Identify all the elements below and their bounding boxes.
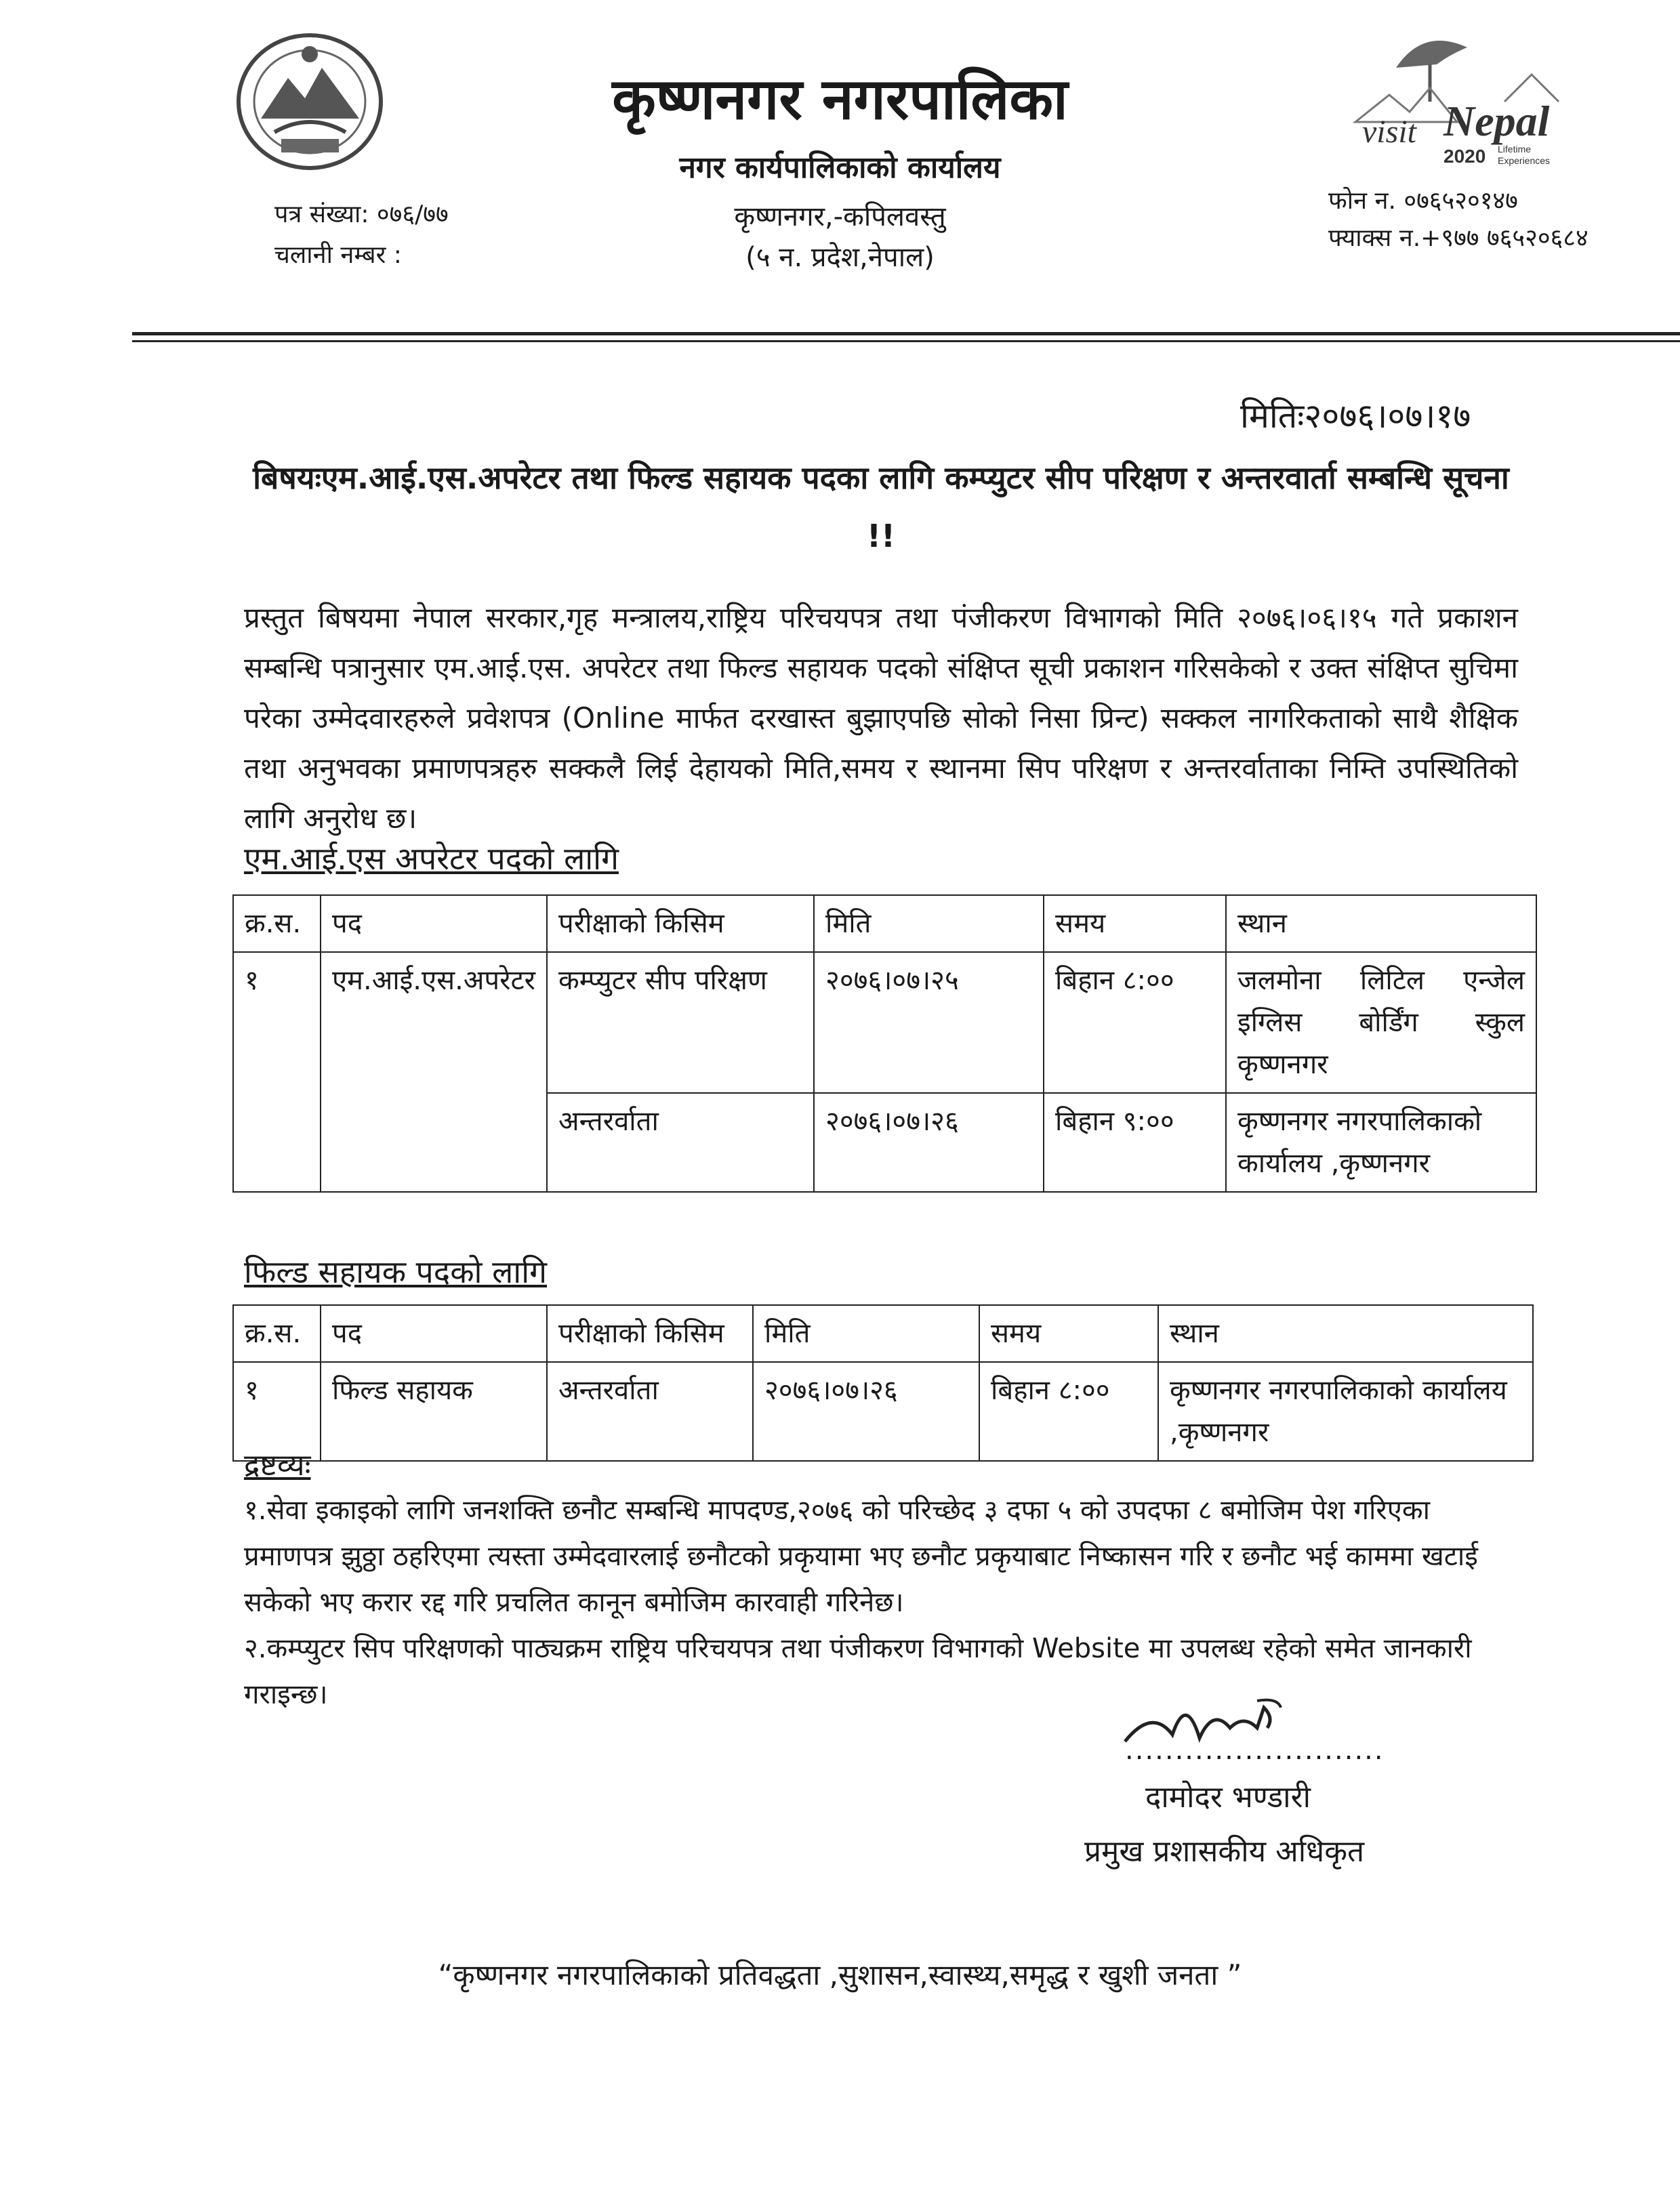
col-exam-type: परीक्षाको किसिम <box>547 895 814 952</box>
cell-date: २०७६।०७।२६ <box>814 1093 1044 1192</box>
letter-number: पत्र संख्या: ०७६/७७ <box>274 201 449 228</box>
cell-exam-type: अन्तरर्वाता <box>547 1362 753 1461</box>
main-title: कृष्णनगर नगरपालिका <box>612 66 1068 132</box>
table-header-row <box>233 895 1536 952</box>
svg-text:Experiences: Experiences <box>1498 155 1551 166</box>
section2-heading: फिल्ड सहायक पदको लागि <box>244 1254 548 1290</box>
visit-nepal-logo-text: visit <box>1362 114 1416 150</box>
subject-line: बिषयःएम.आई.एस.अपरेटर तथा फिल्ड सहायक पदका लागि कम्प्युटर सीप परिक्षण र अन्तरवार्ता सम्बन्धि सूचना !! <box>253 459 1509 554</box>
cell-serial: १ <box>233 952 321 1192</box>
fax-number: फ्याक्स न.+९७७ ७६५२०६८४ <box>1328 224 1589 252</box>
svg-text:2020: 2020 <box>1443 146 1486 167</box>
section1-heading: एम.आई.एस अपरेटर पदको लागि <box>244 840 619 877</box>
signer-name: दामोदर भण्डारी <box>1145 1780 1311 1815</box>
col-venue: स्थान <box>1226 895 1536 952</box>
cell-exam-type: अन्तरर्वाता <box>547 1093 814 1192</box>
note-item: २.कम्प्युटर सिप परिक्षणको पाठ्यक्रम राष्ट्रिय परिचयपत्र तथा पंजीकरण विभागको Website मा उपलब्ध रहेको समेत जानकारी गराइन्छ। <box>244 1633 1472 1710</box>
signer-title: प्रमुख प्रशासकीय अधिकृत <box>1084 1834 1365 1869</box>
header-rule-secondary <box>132 340 1680 342</box>
col-date: मिति <box>814 895 1044 952</box>
cell-exam-type: कम्प्युटर सीप परिक्षण <box>547 952 814 1093</box>
cell-time: बिहान ८:०० <box>1044 952 1226 1093</box>
schedule-table-mis-operator <box>232 894 1537 1193</box>
note-item: १.सेवा इकाइको लागि जनशक्ति छनौट सम्बन्धि मापदण्ड,२०७६ को परिच्छेद ३ दफा ५ को उपदफा ८ बमोजिम पेश गरिएका प्रमाणपत्र झुठ्ठा ठहरिएमा त्यस्ता उम्मेदवारलाई छनौटको प्रकृयामा भए छनौट प्रकृयाबाट निष्कासन गरि र छनौट भई काममा खटाई सकेको भए करार रद्द गरि प्रचलित कानून बमोजिम कारवाही गरिनेछ। <box>244 1495 1478 1618</box>
sub-title: नगर कार्यपालिकाको कार्यालय <box>679 150 1001 185</box>
schedule-table-field-assistant <box>232 1304 1534 1462</box>
table-row <box>233 952 1536 1093</box>
svg-text:Nepal: Nepal <box>1443 97 1550 145</box>
col-time: समय <box>979 1305 1158 1362</box>
svg-text:Lifetime: Lifetime <box>1498 144 1532 154</box>
col-exam-type: परीक्षाको किसिम <box>547 1305 753 1362</box>
table-row <box>233 1362 1533 1461</box>
cell-date: २०७६।०७।२५ <box>814 952 1044 1093</box>
header-rule <box>132 332 1680 335</box>
cell-venue: कृष्णनगर नगरपालिकाको कार्यालय ,कृष्णनगर <box>1158 1362 1533 1461</box>
cell-serial: १ <box>233 1362 321 1461</box>
province-line: (५ न. प्रदेश,नेपाल) <box>745 242 935 273</box>
col-time: समय <box>1044 895 1226 952</box>
dispatch-number: चलानी नम्बर : <box>274 241 402 269</box>
address-line: कृष्णनगर,-कपिलवस्तु <box>734 201 946 232</box>
cell-venue: कृष्णनगर नगरपालिकाको कार्यालय ,कृष्णनगर <box>1226 1093 1536 1192</box>
col-post: पद <box>321 1305 547 1362</box>
cell-post: फिल्ड सहायक <box>321 1362 547 1461</box>
cell-date: २०७६।०७।२६ <box>753 1362 979 1461</box>
signature-line: .......................... <box>1125 1735 1385 1766</box>
col-venue: स्थान <box>1158 1305 1533 1362</box>
table-header-row <box>233 1305 1533 1362</box>
letter-date: मितिः२०७६।०७।१७ <box>1240 396 1471 436</box>
cell-venue: जलमोना लिटिल एन्जेल इग्लिस बोर्डिंग स्कुल कृष्णनगर <box>1226 952 1536 1093</box>
phone-number: फोन न. ०७६५२०१४७ <box>1328 187 1518 215</box>
footer-motto: “कृष्णनगर नगरपालिकाको प्रतिवद्धता ,सुशासन,स्वास्थ्य,समृद्ध र खुशी जनता ” <box>438 1958 1242 1991</box>
col-post: पद <box>321 895 547 952</box>
body-paragraph: प्रस्तुत बिषयमा नेपाल सरकार,गृह मन्त्रालय,राष्ट्रिय परिचयपत्र तथा पंजीकरण विभागको मिति २०७६।०६।१५ गते प्रकाशन सम्बन्धि पत्रानुसार एम.आई.एस. अपरेटर तथा फिल्ड सहायक पदको संक्षिप्त सूची प्रकाशन गरिसकेको र उक्त संक्षिप्त सुचिमा परेका उम्मेदवारहरुले प्रवेशपत्र (Online मार्फत दरखास्त बुझाएपछि सोको निसा प्रिन्ट) सक्कल नागरिकताको साथै शैक्षिक तथा अनुभवका प्रमाणपत्रहरु सक्कलै लिई देहायको मिति,समय र स्थानमा सिप परिक्षण र अन्तरर्वाताका निम्ति उपस्थितिको लागि अनुरोध छ। <box>244 601 1518 835</box>
col-serial: क्र.स. <box>233 895 321 952</box>
col-serial: क्र.स. <box>233 1305 321 1362</box>
cell-time: बिहान ८:०० <box>979 1362 1158 1461</box>
cell-time: बिहान ९:०० <box>1044 1093 1226 1192</box>
notes-heading: द्रष्टव्यः <box>244 1448 311 1483</box>
cell-post: एम.आई.एस.अपरेटर <box>321 952 547 1192</box>
col-date: मिति <box>753 1305 979 1362</box>
